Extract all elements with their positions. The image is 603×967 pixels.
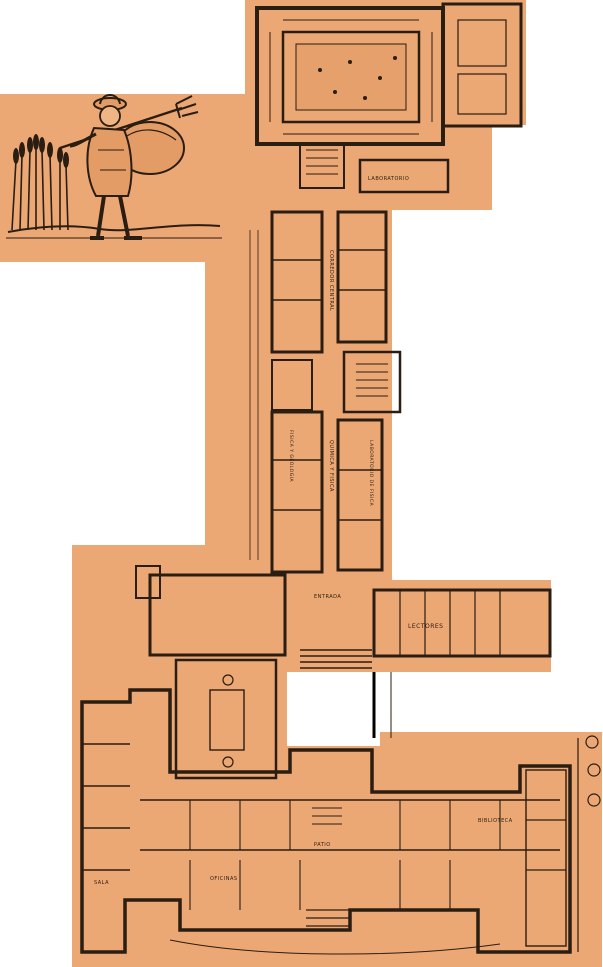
lecture-wing-label: LECTORES [408,623,444,630]
main-hall-label: PATIO [314,842,331,848]
entrance-label: ENTRADA [314,594,342,600]
physics-wing-label: FISICA Y GEOLOGIA [288,430,293,483]
library-label: BIBLIOTECA [478,818,513,824]
top-block-label: LABORATORIO [368,176,410,182]
sala-label: SALA [94,880,110,886]
offices-label: OFICINAS [210,876,238,882]
physics-rooms-label: LABORATORIO DE FISICA [368,440,373,507]
west-corridor-label: CORREDOR CENTRAL [328,250,334,312]
chem-corridor-label: QUIMICA Y FISICA [328,440,334,492]
